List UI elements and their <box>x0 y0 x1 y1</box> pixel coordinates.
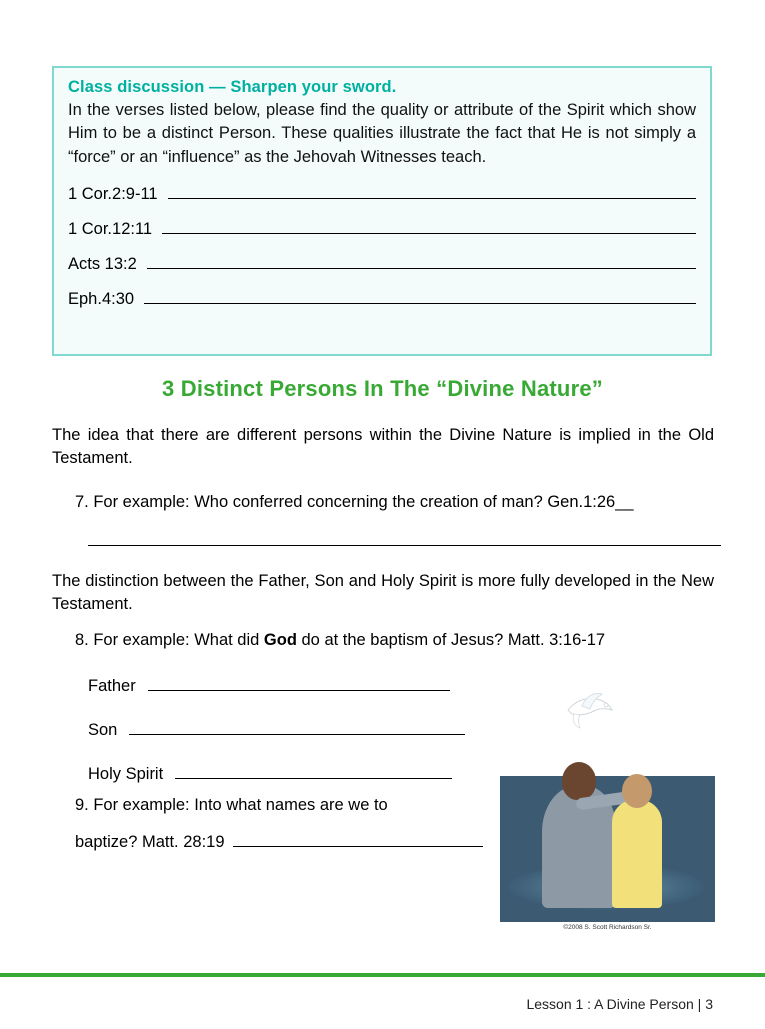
illustration-credit: ©2008 S. Scott Richardson Sr. <box>563 924 652 931</box>
dove-icon <box>560 688 616 732</box>
verse-row <box>68 253 696 274</box>
field-row-holy-spirit <box>88 764 478 784</box>
question-8 <box>75 628 715 653</box>
verse-answer-blank[interactable] <box>162 218 696 234</box>
field-label-holy-spirit: Holy Spirit <box>88 765 164 783</box>
question-9-line-1: 9. For example: Into what names are we to <box>75 796 388 814</box>
paragraph-old-testament: The idea that there are different persons within the Divine Nature is implied in the Old Testament. <box>52 426 714 468</box>
field-blank-son[interactable] <box>129 720 465 735</box>
paragraph-new-testament: The distinction between the Father, Son and Holy Spirit is more fully developed in the New Testament. <box>52 572 714 614</box>
verse-row <box>68 183 696 204</box>
question-9-reference: baptize? Matt. 28:19 <box>75 832 225 851</box>
footer-text: Lesson 1 : A Divine Person | 3 <box>526 996 713 1012</box>
question-8-fields <box>88 676 478 808</box>
verse-answer-list <box>68 183 696 309</box>
figure-baptizer-head <box>562 762 596 800</box>
question-9-answer-blank-1[interactable] <box>233 832 483 847</box>
figure-baptized-head <box>622 774 652 808</box>
class-discussion-body: In the verses listed below, please find the quality or attribute of the Spirit which show Him to be a distinct Person. These qualities illustrate the fact that He is not simply a “force” or an “influence” as the Jehovah Witnesses teach. <box>68 101 696 166</box>
field-blank-holy-spirit[interactable] <box>175 764 452 779</box>
class-discussion-title: Class discussion — Sharpen your sword. <box>68 78 397 96</box>
verse-row <box>68 218 696 239</box>
baptism-illustration <box>500 678 715 931</box>
field-label-son: Son <box>88 721 118 739</box>
verse-label: Acts 13:2 <box>68 255 137 274</box>
figure-baptized <box>612 800 662 908</box>
section-heading: 3 Distinct Persons In The “Divine Nature” <box>162 376 603 401</box>
verse-answer-blank[interactable] <box>168 183 696 199</box>
verse-label: 1 Cor.12:11 <box>68 220 153 239</box>
verse-answer-blank[interactable] <box>147 253 696 269</box>
verse-label: Eph.4:30 <box>68 290 135 309</box>
question-9 <box>75 790 483 888</box>
verse-answer-blank[interactable] <box>144 288 696 304</box>
question-8-suffix: do at the baptism of Jesus? Matt. 3:16-17 <box>296 631 606 649</box>
footer-rule <box>0 973 765 977</box>
question-8-bold-word: God <box>263 631 297 649</box>
verse-label: 1 Cor.2:9-11 <box>68 185 158 204</box>
field-label-father: Father <box>88 677 136 695</box>
question-7: 7. For example: Who conferred concerning the creation of man? Gen.1:26__ <box>75 493 634 511</box>
verse-row <box>68 288 696 309</box>
field-blank-father[interactable] <box>148 676 450 691</box>
question-7-answer-blank[interactable] <box>88 545 721 546</box>
field-row-father <box>88 676 478 696</box>
question-8-prefix: 8. For example: What did <box>75 631 264 649</box>
field-row-son <box>88 720 478 740</box>
question-9-line-2 <box>75 827 483 858</box>
class-discussion-box <box>52 66 712 356</box>
